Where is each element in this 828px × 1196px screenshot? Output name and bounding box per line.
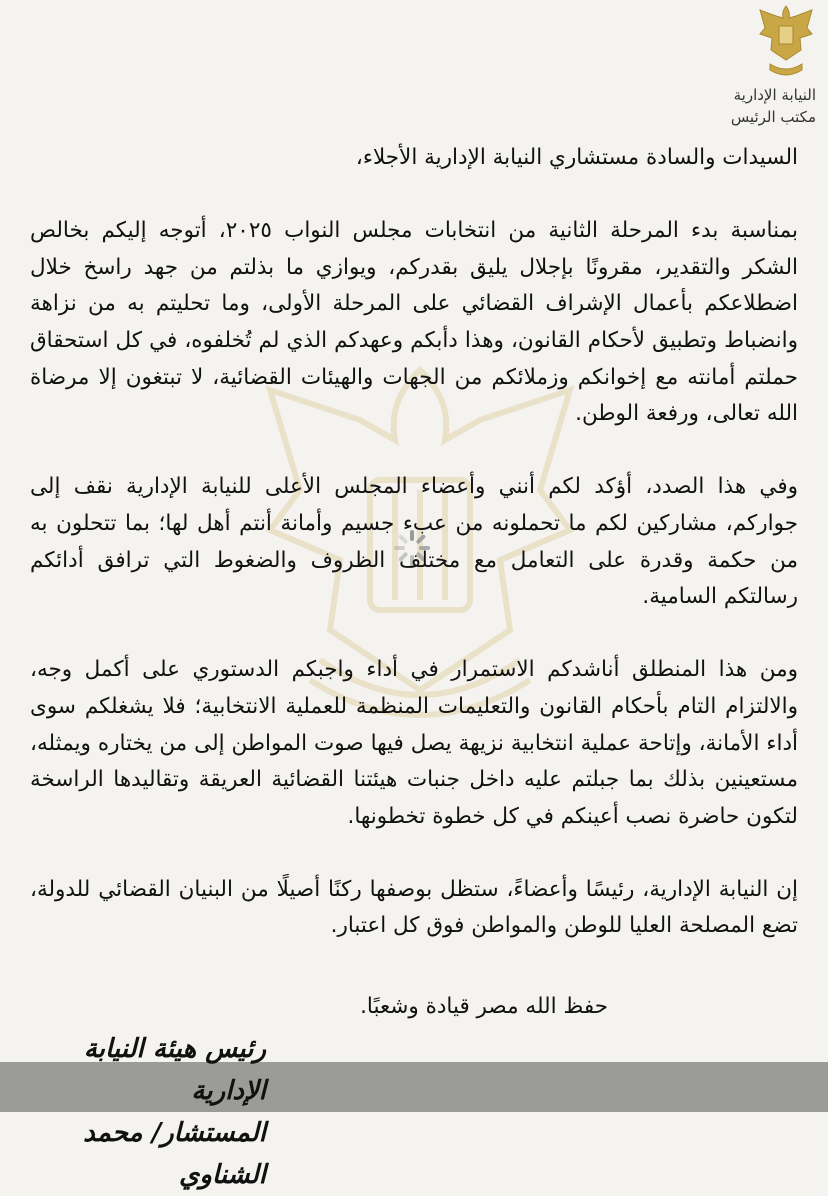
- org-name: النيابة الإدارية: [733, 86, 816, 104]
- letterhead: [676, 84, 816, 128]
- egypt-eagle-emblem-icon: [756, 2, 816, 82]
- paragraph-4: إن النيابة الإدارية، رئيسًا وأعضاءً، ستظل بوصفها ركنًا أصيلًا من البنيان القضائي للدولة، تضع المصلحة العليا للوطن والمواطن فوق كل اعتبار.: [30, 876, 798, 939]
- closing-line: حفظ الله مصر قيادة وشعبًا.: [360, 994, 608, 1019]
- salutation: السيدات والسادة مستشاري النيابة الإدارية الأجلاء،: [355, 145, 798, 170]
- signature-title: رئيس هيئة النيابة الإدارية: [83, 1034, 266, 1106]
- office-name: مكتب الرئيس: [730, 108, 816, 126]
- paragraph-3: ومن هذا المنطلق أناشدكم الاستمرار في أداء واجبكم الدستوري على أكمل وجه، والالتزام التام بأحكام القانون والتعليمات المنظمة للعملية الانتخابية؛ فلا يشغلكم سوى أداء الأمانة، وإتاحة عملية انتخابية نزيهة يصل فيها صوت المواطن إلى من يختاره ويمثله، مستعينين بذلك بما جبلتم عليه داخل جنبات هيئتنا القضائية العريقة وتقاليدها الراسخة لتكون حاضرة نصب أعينكم في كل خطوة تخطونها.: [30, 657, 798, 829]
- paragraph-1: بمناسبة بدء المرحلة الثانية من انتخابات مجلس النواب ٢٠٢٥، أتوجه إليكم بخالص الشكر والتقدير، مقرونًا بإجلال يليق بقدركم، ويوازي ما بذلتم من جهد راسخ خلال اضطلاعكم بأعمال الإشراف القضائي على المرحلة الأولى، وما تحليتم به من نزاهة وانضباط وتطبيق لأحكام القانون، وهذا دأبكم وعهدكم الذي لم تُخلفوه، في كل استحقاق حملتم أمانته مع إخوانكم وزملائكم من الجهات والهيئات القضائية، لا تبتغون إلا مرضاة الله تعالى، ورفعة الوطن.: [30, 218, 798, 427]
- paragraph-2: وفي هذا الصدد، أؤكد لكم أنني وأعضاء المجلس الأعلى للنيابة الإدارية نقف إلى جواركم، مشاركين لكم ما تحملونه من عبء جسيم وأمانة أنتم أهل لها؛ بما تتحلون به من حكمة وقدرة على التعامل مع مختلف الظروف والضغوط التي ترافق أدائكم رسالتكم السامية.: [30, 474, 798, 610]
- letter-body: [30, 140, 798, 982]
- signature-name: المستشار/ محمد الشناوي: [83, 1118, 266, 1190]
- handwritten-signature: [6, 1028, 266, 1196]
